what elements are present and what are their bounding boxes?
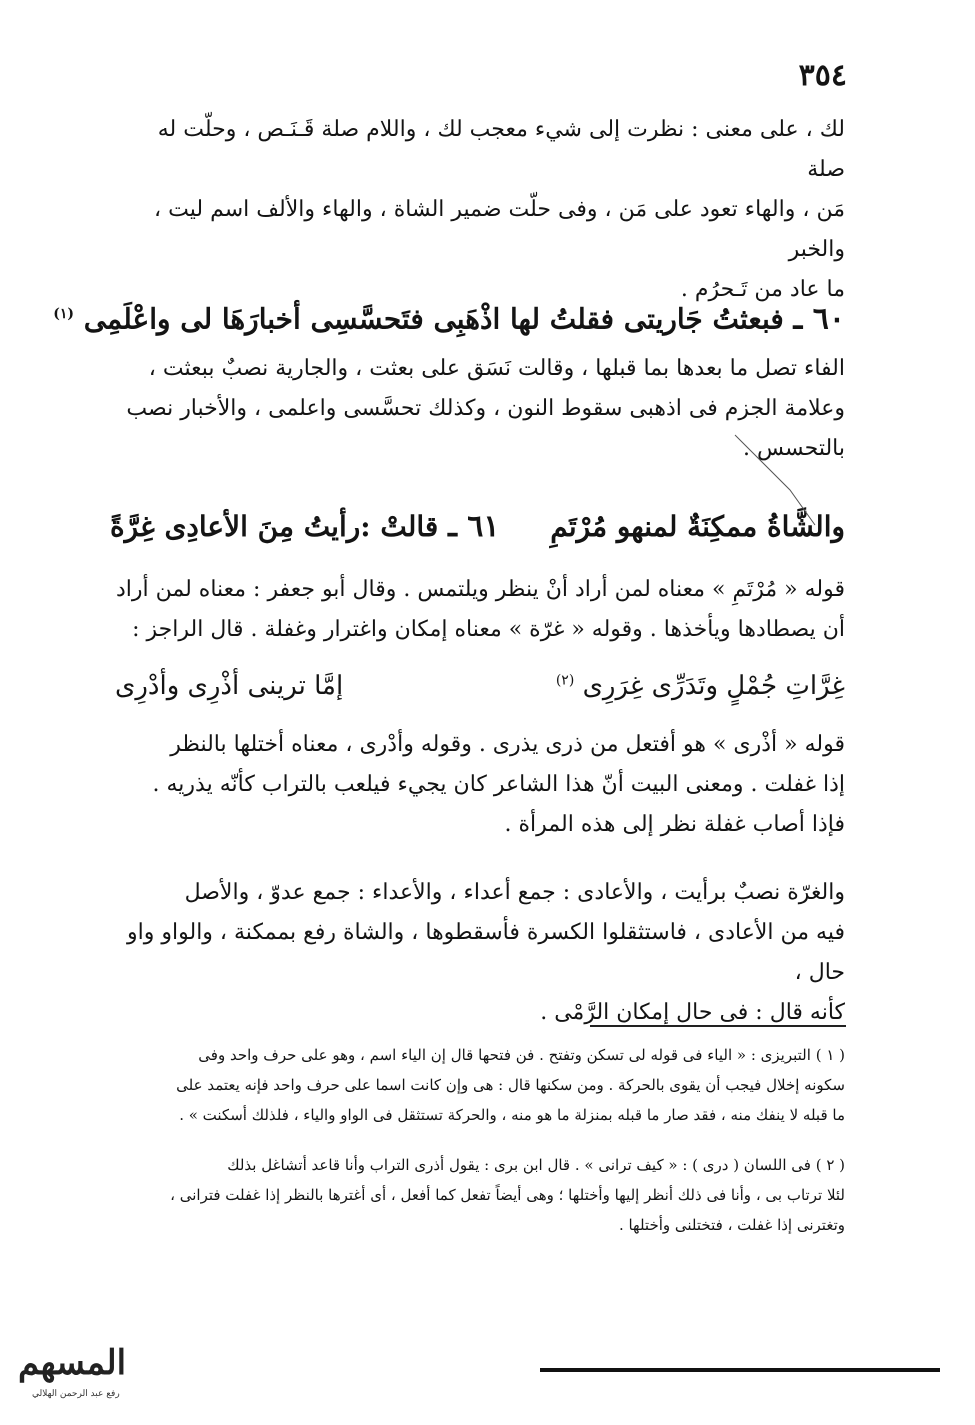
stamp-caption: رفع عبد الرحمن الهلالي [32,1389,120,1399]
page-bottom-line [540,1368,940,1372]
footnote-1 [113,1040,845,1130]
footnote-reference: (١) [53,306,74,322]
footnote-line: وتغترنى إذا غفلت ، فتختلنى وأختلها . [618,1216,845,1234]
footnote-line: ما قبله لا ينفك منه ، فقد صار ما قبله بمنزلة ما هو منه ، والحركة تستثقل فى الواو والياء ، فلذلك أسكنت » . [179,1106,845,1124]
text-line: قوله « مُرْتَمِ » معناه لمن أراد أنْ ينظر ويلتمس . وقال أبو جعفر : معناه لمن أراد [116,577,845,602]
text-line: بالتحسس . [742,436,845,461]
footnote-line: سكونه إخلال فيجب أن يقوى بالحركة . ومن سكنها قال : هى وإن كانت اسما على حرف واحد فإنه يعتمد على [176,1076,845,1094]
verse-number: ٦٠ ـ [793,301,845,337]
paragraph-explanation [115,725,845,845]
text-line: قوله « أذْرى » هو أفتعل من ذرى يذرى . وقوله وأدْرى ، معناه أختلها بالنظر [170,732,845,757]
text-line: والغرّة نصبٌ برأيت ، والأعادى : جمع أعداء ، والأعداء : جمع عدوّ ، والأصل [184,880,845,905]
paragraph-commentary-61 [115,570,845,650]
footnote-separator [590,1025,846,1027]
footnote-2 [113,1150,845,1240]
verse-60 [53,292,845,341]
stamp-calligraphy: المسهم [18,1343,127,1383]
verse-first-hemistich [110,505,500,549]
text-line: وعلامة الجزم فى اذهبى سقوط النون ، وكذلك تحسَّسى واعلمى ، والأخبار نصب [126,396,845,421]
verse-number: ٦١ ـ [448,509,500,544]
text-line: إذا غفلت . ومعنى البيت أنّ هذا الشاعر كان يجيء فيلعب بالتراب كأنّه يذريه . [152,772,845,797]
rajaz-quotation [115,664,845,708]
footnote-line: ( ٢ ) فى اللسان ( درى ) : « كيف ترانى » . قال ابن برى : يقول أذرى التراب وأنا قاعد أتشاغل بذلك [227,1156,845,1174]
watermark-stamp [18,1335,128,1410]
verse-text: فبعثتُ جَاريتى فقلتُ لها اذْهَبِى فتَحسَّسِى أخبارَهَا لى واعْلَمِى [83,302,784,336]
rajaz-first-hemistich: إمَّا ترينى أذْرِى وأدْرِى [115,671,344,701]
pen-mark [730,430,820,530]
text-line: فيه من الأعادى ، فاستثقلوا الكسرة فأسقطوها ، والشاة رفع بممكنة ، والواو واو حال ، [127,920,845,985]
text-line: الفاء تصل ما بعدها بما قبلها ، وقالت نَسَق على بعثت ، والجارية نصبٌ ببعثت ، [148,356,845,381]
paragraph-grammar [115,873,845,1033]
page-number: ٣٥٤ [798,58,847,93]
text-line: فإذا أصاب غفلة نظر إلى هذه المرأة . [504,812,845,837]
text-line: مَن ، والهاء تعود على مَن ، وفى حلّت ضمير الشاة ، والهاء والألف اسم ليت ، والخبر [154,197,845,262]
paragraph-commentary-59 [115,110,845,310]
text-line: لك ، على معنى : نظرت إلى شيء معجب لك ، واللام صلة قَـنَـص ، وحلّت له صلة [157,117,845,182]
footnote-line: لئلا ترتاب بى ، وأنا فى ذلك أنظر إليها وأختلها ؛ وهى أيضاً تفعل كما أفعل ، أى أغترها بالنظر إذا غفلت فترانى ، [170,1186,845,1204]
verse-second-hemistich: والشَّاةُ ممكِنَةٌ لمنهو مُرْتَمِ [550,510,845,543]
hemistich-text: غِرَّاتِ جُمْلٍ وتَدَرِّى غِرَرِى [582,671,845,701]
footnote-reference: (٢) [555,672,575,689]
rajaz-second-hemistich [556,671,845,701]
text-line: أن يصطادها ويأخذها . وقوله « غرّة » معناه إمكان واغترار وغفلة . قال الراجز : [132,617,845,642]
hemistich-text: قالتْ :رأيتُ مِنَ الأعادِى غِرَّةً [110,510,439,543]
footnote-line: ( ١ ) التبريزى : « الياء فى قوله لى تسكن وتفتح . فن فتحها قال إن الياء اسم ، وهو على حرف واحد وفى [198,1046,845,1064]
text-line: ما عاد من تَـحرُم . [680,277,845,302]
text-line: كأنه قال : فى حال إمكان الرَّمْى . [540,1000,845,1025]
